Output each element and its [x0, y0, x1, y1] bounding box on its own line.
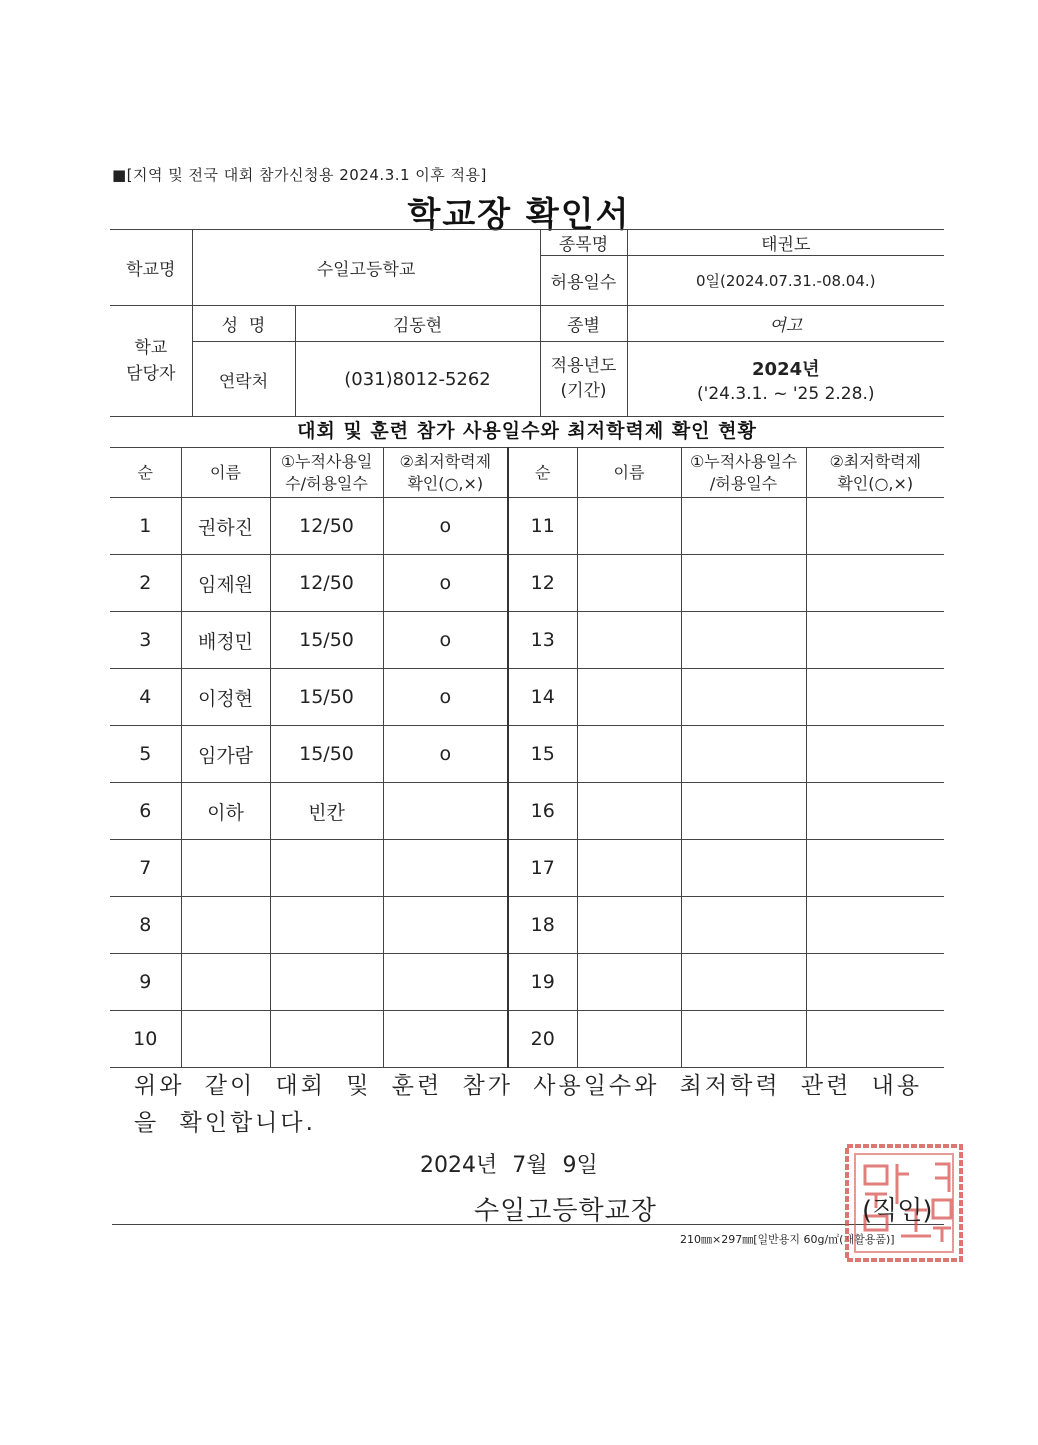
- info-table: [110, 229, 944, 417]
- row-no: 3: [110, 612, 181, 669]
- row-days-right: [681, 783, 806, 840]
- row-name: 배정민: [181, 612, 270, 669]
- row-confirm-right: [806, 669, 944, 726]
- table-row: [110, 954, 944, 1011]
- row-confirm-right: [806, 1011, 944, 1068]
- row-confirm: [383, 1011, 508, 1068]
- row-no: 10: [110, 1011, 181, 1068]
- table-row: [110, 612, 944, 669]
- row-no-right: 18: [508, 897, 577, 954]
- category-label: 종별: [540, 306, 627, 342]
- table-row: [110, 783, 944, 840]
- sport: 태권도: [627, 230, 944, 256]
- school-name-label: 학교명: [110, 230, 192, 306]
- row-no-right: 17: [508, 840, 577, 897]
- year-cell: [627, 342, 944, 417]
- row-no-right: 13: [508, 612, 577, 669]
- row-days-right: [681, 612, 806, 669]
- row-name: [181, 954, 270, 1011]
- row-no-right: 14: [508, 669, 577, 726]
- header-name: 이름: [181, 448, 270, 498]
- category: 여고: [627, 306, 944, 342]
- row-no-right: 15: [508, 726, 577, 783]
- header-no-right: 순: [508, 448, 577, 498]
- row-days: [270, 1011, 383, 1068]
- row-confirm-right: [806, 954, 944, 1011]
- table-row: [110, 1011, 944, 1068]
- row-confirm: [383, 783, 508, 840]
- footer-rule: [112, 1224, 944, 1225]
- row-confirm: [383, 954, 508, 1011]
- name-label: 성 명: [192, 306, 295, 342]
- row-days: 15/50: [270, 612, 383, 669]
- manager-name: 김동현: [295, 306, 540, 342]
- year: 2024년: [752, 358, 820, 380]
- row-no: 2: [110, 555, 181, 612]
- principal-title: 수일고등학교장: [474, 1196, 657, 1226]
- manager-label: 학교 담당자: [110, 306, 192, 417]
- row-days-right: [681, 954, 806, 1011]
- row-no: 4: [110, 669, 181, 726]
- row-name: 이하: [181, 783, 270, 840]
- row-name-right: [577, 555, 681, 612]
- paper-spec: 210㎜×297㎜[일반용지 60g/㎡(재활용품)]: [680, 1233, 895, 1246]
- row-no-right: 20: [508, 1011, 577, 1068]
- header-days: ①누적사용일 수/허용일수: [270, 448, 383, 498]
- row-name-right: [577, 726, 681, 783]
- row-days: 빈칸: [270, 783, 383, 840]
- row-confirm-right: [806, 840, 944, 897]
- row-days-right: [681, 1011, 806, 1068]
- row-name: 이정현: [181, 669, 270, 726]
- row-confirm: [383, 897, 508, 954]
- row-days-right: [681, 726, 806, 783]
- header-note: ■[지역 및 전국 대회 참가신청용 2024.3.1 이후 적용]: [112, 166, 487, 184]
- participation-rows: [110, 498, 944, 1068]
- row-name-right: [577, 783, 681, 840]
- seal-label: (직인): [862, 1196, 933, 1226]
- row-name: [181, 840, 270, 897]
- date: 2024년 7월 9일: [420, 1153, 598, 1178]
- document-title: 학교장 확인서: [407, 195, 631, 235]
- row-name-right: [577, 1011, 681, 1068]
- row-confirm-right: [806, 726, 944, 783]
- contact-label: 연락처: [192, 342, 295, 417]
- header-confirm-right: ②최저학력제 확인(○,×): [806, 448, 944, 498]
- allowed-days: 0일(2024.07.31.-08.04.): [627, 256, 944, 306]
- row-confirm-right: [806, 783, 944, 840]
- row-name: 임가람: [181, 726, 270, 783]
- contact: (031)8012-5262: [295, 342, 540, 417]
- row-confirm: o: [383, 669, 508, 726]
- row-name-right: [577, 840, 681, 897]
- row-no: 7: [110, 840, 181, 897]
- table-row: [110, 498, 944, 555]
- row-days-right: [681, 555, 806, 612]
- row-confirm-right: [806, 612, 944, 669]
- row-name: 권하진: [181, 498, 270, 555]
- period: ('24.3.1. ~ '25 2.28.): [697, 383, 875, 404]
- participation-table: [110, 447, 944, 1068]
- header-name-right: 이름: [577, 448, 681, 498]
- row-days: [270, 840, 383, 897]
- row-confirm: [383, 840, 508, 897]
- row-no: 9: [110, 954, 181, 1011]
- table-row: [110, 555, 944, 612]
- row-confirm-right: [806, 897, 944, 954]
- row-days: 12/50: [270, 498, 383, 555]
- row-days: [270, 954, 383, 1011]
- row-name-right: [577, 669, 681, 726]
- table-row: [110, 726, 944, 783]
- table-row: [110, 669, 944, 726]
- header-confirm: ②최저학력제 확인(○,×): [383, 448, 508, 498]
- row-no: 8: [110, 897, 181, 954]
- row-no-right: 12: [508, 555, 577, 612]
- row-confirm: o: [383, 555, 508, 612]
- row-no: 1: [110, 498, 181, 555]
- allowed-days-label: 허용일수: [540, 256, 627, 306]
- row-name: [181, 1011, 270, 1068]
- row-days: 15/50: [270, 726, 383, 783]
- table-row: [110, 840, 944, 897]
- row-days: [270, 897, 383, 954]
- row-days: 12/50: [270, 555, 383, 612]
- header-no: 순: [110, 448, 181, 498]
- section-title: 대회 및 훈련 참가 사용일수와 최저학력제 확인 현황: [110, 416, 944, 448]
- row-no: 6: [110, 783, 181, 840]
- row-confirm-right: [806, 498, 944, 555]
- school-name: 수일고등학교: [192, 230, 540, 306]
- row-confirm: o: [383, 612, 508, 669]
- table-row: [110, 897, 944, 954]
- row-name-right: [577, 897, 681, 954]
- row-days-right: [681, 498, 806, 555]
- confirmation-text: 위와 같이 대회 및 훈련 참가 사용일수와 최저학력 관련 내용을 확인합니다.: [134, 1073, 923, 1136]
- row-days-right: [681, 669, 806, 726]
- row-name: 임제원: [181, 555, 270, 612]
- year-label: 적용년도 (기간): [540, 342, 627, 417]
- row-name-right: [577, 612, 681, 669]
- row-no-right: 11: [508, 498, 577, 555]
- row-no-right: 19: [508, 954, 577, 1011]
- header-days-right: ①누적사용일수 /허용일수: [681, 448, 806, 498]
- row-days: 15/50: [270, 669, 383, 726]
- row-confirm: o: [383, 726, 508, 783]
- sport-label: 종목명: [540, 230, 627, 256]
- row-no-right: 16: [508, 783, 577, 840]
- row-name-right: [577, 954, 681, 1011]
- row-no: 5: [110, 726, 181, 783]
- row-name-right: [577, 498, 681, 555]
- row-confirm: o: [383, 498, 508, 555]
- row-name: [181, 897, 270, 954]
- row-days-right: [681, 840, 806, 897]
- row-confirm-right: [806, 555, 944, 612]
- row-days-right: [681, 897, 806, 954]
